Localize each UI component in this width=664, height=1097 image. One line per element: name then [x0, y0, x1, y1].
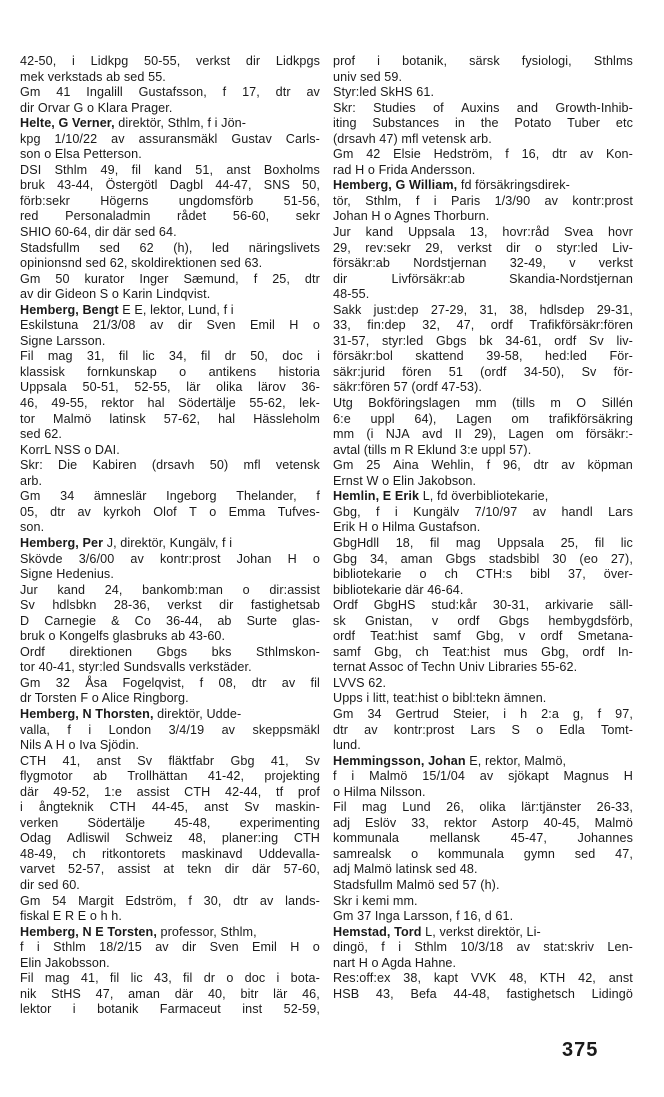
text-line: Signe Hedenius. — [20, 567, 114, 582]
entry-name: Hemberg, Bengt — [20, 302, 119, 317]
text-line: Sv hdlsbkn 28-36, verkst dir fastighetsab — [20, 598, 320, 613]
text-line: Gm 42 Elsie Hedström, f 16, dtr av Kon- — [333, 147, 633, 162]
entry-continuation — [333, 54, 633, 178]
text-line: Gm 32 Åsa Fogelqvist, f 08, dtr av fil — [20, 675, 320, 690]
text-line: bibliotekarie där 46-64. — [333, 582, 464, 597]
biography-entry — [20, 925, 320, 1018]
entry-name: Hemstad, Tord — [333, 924, 422, 939]
text-line: varvet 52-57, assist at tekn dir där 57-60, — [20, 862, 320, 877]
text-line: Ernst W o Elin Jakobson. — [333, 473, 477, 488]
text-line: arb. — [20, 473, 43, 488]
text-line: Ordf GbgHS stud:kår 30-31, arkivarie säll- — [333, 598, 633, 613]
biography-entry — [333, 925, 633, 1003]
text-line: son o Elsa Petterson. — [20, 147, 142, 162]
text-line: dr Torsten F o Alice Ringborg. — [20, 691, 189, 706]
text-line: nik StHS 47, aman där 40, bitr lär 46, — [20, 986, 320, 1001]
text-line: ternat Assoc of Techn Univ Libraries 55-62. — [333, 660, 578, 675]
biography-entry — [333, 754, 633, 925]
text-line: ordf Teat:hist samf Gbg, v ordf Smetana- — [333, 629, 633, 644]
entry-name: Hemlin, E Erik — [333, 489, 420, 504]
text-line: f i Malmö 15/1/04 av sjökapt Magnus H — [333, 769, 633, 784]
text-line: Uppsala 50-51, 52-55, lär olika lärov 36- — [20, 380, 320, 395]
text-line: o Hilma Nilsson. — [333, 784, 426, 799]
text-line: 6:e uppl 64), Lagen om trafikförsäkring — [333, 411, 633, 426]
text-line: (drsavh 47) mfl vetensk arb. — [333, 131, 492, 146]
text-line: av dir Gideon S o Karin Lindqvist. — [20, 287, 211, 302]
text-line: lektor i botanik Farmaceut inst 52-59, — [20, 1002, 320, 1017]
text-line: Gm 25 Aina Wehlin, f 96, dtr av köpman — [333, 458, 633, 473]
text-line: dir Livförsäkr:ab Skandia-Nordstjernan — [333, 271, 633, 286]
text-line: son. — [20, 520, 45, 535]
text-line: Gm 54 Margit Edström, f 30, dtr av lands- — [20, 893, 320, 908]
entry-name: Hemberg, N E Torsten, — [20, 924, 157, 939]
text-line: Upps i litt, teat:hist o bibl:tekn ämnen. — [333, 691, 547, 706]
text-line: sed 62. — [20, 427, 63, 442]
text-line: 05, dtr av kyrkoh Olof T o Emma Tufves- — [20, 504, 320, 519]
text-line: Helte, G Verner, direktör, Sthlm, f i Jön- — [20, 116, 247, 131]
text-line: Skr: Studies of Auxins and Growth-Inhib- — [333, 100, 633, 115]
text-line: Fil mag 41, fil lic 43, fil dr o doc i bota- — [20, 971, 320, 986]
text-line: Hemberg, Per J, direktör, Kungälv, f i — [20, 535, 233, 550]
text-line: rad H o Frida Andersson. — [333, 162, 476, 177]
text-line: GbgHdll 18, fil mag Uppsala 25, fil lic — [333, 535, 633, 550]
text-line: tor 40-41, styr:led Sundsvalls verkstäder. — [20, 660, 252, 675]
text-line: fiskal E R E o h h. — [20, 909, 122, 924]
biography-entry — [20, 116, 320, 303]
text-line: Ordf direktionen Gbgs bks Sthlmskon- — [20, 644, 320, 659]
text-line: Elin Jakobsson. — [20, 955, 110, 970]
text-line: f i Sthlm 18/2/15 av dir Sven Emil H o — [20, 940, 320, 955]
text-line: 48-49, ch ritkontorets maskinavd Uddevalla- — [20, 846, 320, 861]
entry-name: Hemberg, Per — [20, 535, 104, 550]
entry-name: Helte, G Verner, — [20, 116, 115, 131]
text-line: Gm 37 Inga Larsson, f 16, d 61. — [333, 909, 514, 924]
biography-entry — [333, 489, 633, 753]
biography-entry — [20, 303, 320, 536]
text-line: Jur kand 24, bankomb:man o dir:assist — [20, 582, 320, 597]
entry-continuation — [20, 54, 320, 116]
text-line: kpg 1/10/22 av assuransmäkl Gustav Carls- — [20, 131, 320, 146]
text-line: sk Gnistan, v ordf Gbgs hembygdsförb, — [333, 613, 633, 628]
text-line: Erik H o Hilma Gustafson. — [333, 520, 481, 535]
right-column — [333, 54, 633, 1002]
text-line: samf Gbg, ch Teat:hist mus Gbg, ordf In- — [333, 644, 633, 659]
text-line: HSB 43, Befa 44-48, fastighetsch Lidingö — [333, 986, 633, 1001]
text-line: 48-55. — [333, 287, 370, 302]
text-line: Sakk just:dep 27-29, 31, 38, hdlsdep 29-31, — [333, 302, 633, 317]
text-line: klassisk fornkunskap o antikens historia — [20, 364, 320, 379]
text-line: Skövde 3/6/00 av kontr:prost Johan H o — [20, 551, 320, 566]
text-line: kommunala mellansk 45-47, Johannes — [333, 831, 633, 846]
text-line: Hemlin, E Erik L, fd överbibliotekarie, — [333, 489, 549, 504]
text-line: Hemberg, N Thorsten, direktör, Udde- — [20, 706, 242, 721]
text-line: Signe Larsson. — [20, 333, 106, 348]
text-line: Johan H o Agnes Thorburn. — [333, 209, 490, 224]
text-line: mek verkstads ab sed 55. — [20, 69, 166, 84]
text-line: nart H o Agda Hahne. — [333, 955, 457, 970]
text-line: verken Södertälje 45-48, experimenting — [20, 815, 320, 830]
text-line: lund. — [333, 738, 361, 753]
text-line: prof i botanik, särsk fysiologi, Sthlms — [333, 54, 633, 68]
text-line: Hemstad, Tord L, verkst direktör, Li- — [333, 924, 541, 939]
biography-entry — [20, 536, 320, 707]
text-line: Stadsfullm sed 62 (h), led näringslivets — [20, 240, 320, 255]
text-line: 31-57, styr:led Gbgs bk 34-61, ordf Sv liv- — [333, 333, 633, 348]
text-line: Gm 34 Gertrud Steier, i h 2:a g, f 97, — [333, 706, 633, 721]
text-line: bruk 43-44, Östergötl Dagbl 44-47, SNS 50, — [20, 178, 320, 193]
text-line: Utg Bokföringslagen mm (tills m O Sillén — [333, 396, 633, 411]
text-line: Eskilstuna 21/3/08 av dir Sven Emil H o — [20, 318, 320, 333]
text-line: säkr:jurid fören 51 (ordf 34-50), Sv för- — [333, 364, 633, 379]
text-line: 46, 49-55, rektor hal Södertälje 55-62, lek- — [20, 396, 320, 411]
entry-name: Hemberg, N Thorsten, — [20, 706, 154, 721]
text-line: dir sed 60. — [20, 877, 80, 892]
text-line: D Carnegie & Co 36-44, ab Surte glas- — [20, 613, 320, 628]
text-line: där 49-52, 1:e assist CTH 42-44, tf prof — [20, 784, 320, 799]
text-line: samrealsk o kommunala gymn sed 47, — [333, 846, 633, 861]
text-line: KorrL NSS o DAI. — [20, 442, 120, 457]
text-line: försäkr:bol skattend 39-58, hed:led För- — [333, 349, 633, 364]
text-line: Stadsfullm Malmö sed 57 (h). — [333, 877, 500, 892]
biography-entry — [333, 178, 633, 489]
text-line: iting Substances in the Potato Tuber etc — [333, 116, 633, 131]
text-line: Gm 50 kurator Inger Sæmund, f 25, dtr — [20, 271, 320, 286]
text-line: Gbg 34, aman Gbgs stadsbibl 30 (eo 27), — [333, 551, 633, 566]
page-number: 375 — [562, 1039, 599, 1061]
text-line: säkr:fören 57 (ordf 47-53). — [333, 380, 482, 395]
text-line: Res:off:ex 38, kapt VVK 48, KTH 42, anst — [333, 971, 633, 986]
text-line: bruk o Kongelfs glasbruks ab 43-60. — [20, 629, 226, 644]
text-line: dir Orvar G o Klara Prager. — [20, 100, 173, 115]
text-line: förb:sekr Högerns ungdomsförb 51-56, — [20, 193, 320, 208]
text-line: försäkr:ab Nordstjernan 32-49, v verkst — [333, 256, 633, 271]
text-line: Skr i kemi mm. — [333, 893, 418, 908]
text-line: red Personaladmin rådet 56-60, sekr — [20, 209, 320, 224]
text-line: Fil mag 31, fil lic 34, fil dr 50, doc i — [20, 349, 320, 364]
text-line: flygmotor ab Trollhättan 41-42, projekting — [20, 769, 320, 784]
text-line: SHIO 60-64, dir där sed 64. — [20, 225, 177, 240]
text-line: 33, fin:dep 32, 47, ordf Trafikförsäkr:fören — [333, 318, 633, 333]
text-line: 42-50, i Lidkpg 50-55, verkst dir Lidkpgs — [20, 54, 320, 68]
text-line: bibliotekarie o ch CTH:s bibl 37, över- — [333, 567, 633, 582]
text-line: Hemmingsson, Johan E, rektor, Malmö, — [333, 753, 567, 768]
text-line: 29, rev:sekr 29, verkst dir o styr:led Liv- — [333, 240, 633, 255]
text-line: Hemberg, N E Torsten, professor, Sthlm, — [20, 924, 257, 939]
text-line: Hemberg, G William, fd försäkringsdirek- — [333, 178, 570, 193]
text-line: Skr: Die Kabiren (drsavh 50) mfl vetensk — [20, 458, 320, 473]
text-line: avtal (tills m R Eklund 3:e uppl 57). — [333, 442, 532, 457]
text-line: DSI Sthlm 49, fil kand 51, anst Boxholms — [20, 162, 320, 177]
text-line: mm (i NJA avd II 29), Lagen om försäkr:- — [333, 427, 633, 442]
text-line: CTH 41, anst Sv fläktfabr Gbg 41, Sv — [20, 753, 320, 768]
text-line: tor Malmö latinsk 57-62, hal Hässleholm — [20, 411, 320, 426]
text-line: Fil mag Lund 26, olika lär:tjänster 26-33, — [333, 800, 633, 815]
text-line: Odag Adliswil Schweiz 48, planer:ing CTH — [20, 831, 320, 846]
entry-name: Hemmingsson, Johan — [333, 753, 466, 768]
biography-entry — [20, 707, 320, 925]
text-line: Jur kand Uppsala 13, hovr:råd Svea hovr — [333, 225, 633, 240]
text-line: Gbg, f i Kungälv 7/10/97 av handl Lars — [333, 504, 633, 519]
text-line: Gm 34 ämneslär Ingeborg Thelander, f — [20, 489, 320, 504]
text-line: LVVS 62. — [333, 675, 387, 690]
text-line: dingö, f i Sthlm 10/3/18 av stat:skriv Len- — [333, 940, 633, 955]
text-line: Gm 41 Ingalill Gustafsson, f 17, dtr av — [20, 85, 320, 100]
text-line: Styr:led SkHS 61. — [333, 85, 435, 100]
text-line: adj Malmö latinsk sed 48. — [333, 862, 478, 877]
text-line: i ångteknik CTH 44-45, anst Sv maskin- — [20, 800, 320, 815]
text-line: adj Eslöv 33, rektor Astorp 40-45, Malmö — [333, 815, 633, 830]
text-line: opinionsnd sed 62, skoldirektionen sed 63. — [20, 256, 263, 271]
left-column — [20, 54, 320, 1018]
entry-name: Hemberg, G William, — [333, 178, 458, 193]
text-line: univ sed 59. — [333, 69, 403, 84]
text-line: Hemberg, Bengt E E, lektor, Lund, f i — [20, 302, 234, 317]
text-line: Nils A H o Iva Sjödin. — [20, 738, 140, 753]
text-line: valla, f i London 3/4/19 av skeppsmäkl — [20, 722, 320, 737]
text-line: tör, Sthlm, f i Paris 1/3/90 av kontr:prost — [333, 193, 633, 208]
text-line: dtr av kontr:prost Lars S o Edla Tomt- — [333, 722, 633, 737]
